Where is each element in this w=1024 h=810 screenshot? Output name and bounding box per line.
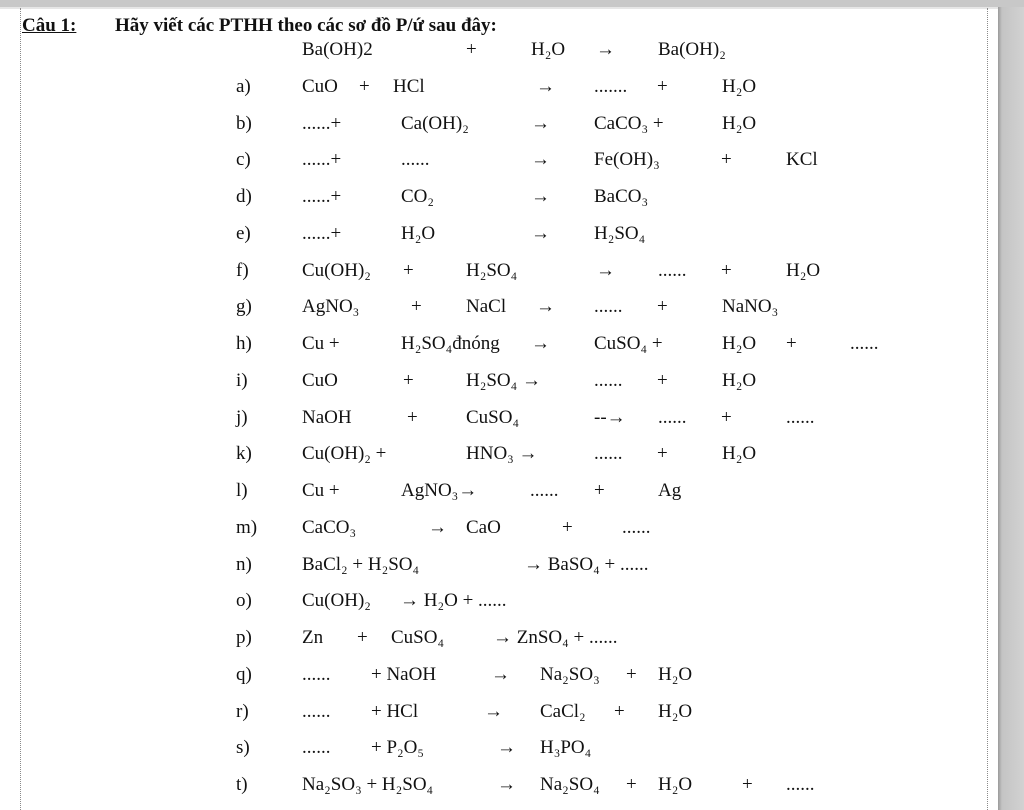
reaction-term: Na₂SO₃ + H₂SO₄ (302, 774, 434, 795)
reaction-term: ...... (622, 516, 651, 538)
reaction-term: H₂O (722, 75, 757, 97)
reaction-term: → (484, 700, 503, 722)
reaction-term: → (531, 222, 550, 244)
reaction-term: + HCl (371, 700, 419, 722)
reaction-term: ...... (302, 700, 331, 722)
reaction-label: p) (236, 627, 252, 648)
reaction-label: r) (236, 700, 249, 722)
reaction-term: Ag (658, 480, 682, 501)
reaction-term: + (359, 75, 370, 97)
reaction-term: + (594, 480, 605, 501)
reaction-term: CO₂ (401, 186, 435, 207)
reaction-term: NaCl (466, 296, 507, 318)
reaction-row (0, 223, 998, 259)
reaction-term: → (536, 296, 555, 318)
reaction-term: HNO₃ → (466, 443, 538, 465)
reaction-term: → H₂O + ...... (400, 590, 507, 612)
reaction-term: ...... (530, 480, 559, 501)
reaction-term: NaNO₃ (722, 296, 779, 318)
page-shadow (998, 0, 1024, 810)
reaction-term: ...... (594, 443, 623, 465)
reaction-term: → (531, 333, 550, 354)
reaction-term: Na₂SO₃ (540, 663, 600, 685)
reaction-label: h) (236, 333, 252, 354)
reaction-term: + (357, 627, 368, 648)
reaction-label: t) (236, 774, 248, 795)
reaction-term: Na₂SO₄ (540, 774, 600, 795)
reaction-label: a) (236, 75, 251, 97)
reaction-term: CaCl₂ (540, 700, 586, 722)
reaction-row (0, 296, 998, 332)
question-number: Câu 1: (22, 15, 77, 36)
reaction-term: + (466, 39, 477, 60)
reaction-row (0, 370, 998, 406)
reaction-row (0, 149, 998, 185)
reaction-row (0, 113, 998, 149)
reaction-term: BaCl₂ + H₂SO₄ (302, 553, 420, 575)
reaction-term: + (721, 149, 732, 171)
reaction-term: CuO (302, 369, 338, 391)
reaction-label: i) (236, 369, 248, 391)
reaction-label: b) (236, 112, 252, 134)
reaction-row (0, 627, 998, 663)
reaction-term: H₂SO₄ → (466, 369, 542, 391)
reaction-term: ...... (658, 259, 687, 281)
reaction-label: k) (236, 443, 252, 465)
reaction-term: H₂SO₄ (594, 222, 646, 244)
reaction-label: s) (236, 737, 250, 759)
reaction-term: + (411, 296, 422, 318)
reaction-term: CaCO₃ + (594, 112, 664, 134)
reaction-row (0, 333, 998, 369)
reaction-term: ......+ (302, 112, 342, 134)
reaction-term: H₂O (722, 112, 757, 134)
reaction-term: → BaSO₄ + ...... (524, 553, 649, 575)
reaction-term: ...... (850, 333, 879, 354)
reaction-term: + (786, 333, 797, 354)
reaction-term: Cu(OH)₂ + (302, 443, 387, 465)
reaction-term: ....... (594, 75, 628, 97)
reaction-term: BaCO₃ (594, 186, 649, 207)
reaction-label: l) (236, 480, 248, 501)
reaction-label: f) (236, 259, 249, 281)
reaction-term: Ca(OH)₂ (401, 112, 469, 134)
reaction-label: c) (236, 149, 251, 171)
reaction-term: ......+ (302, 222, 342, 244)
reaction-term: + NaOH (371, 663, 437, 685)
reaction-row (0, 76, 998, 112)
reaction-term: Cu + (302, 333, 340, 354)
reaction-term: H₂O (658, 700, 693, 722)
reaction-term: Ba(OH)2 (302, 39, 373, 60)
reaction-term: ......+ (302, 186, 342, 207)
reaction-label: j) (236, 406, 248, 428)
reaction-term: Cu(OH)₂ (302, 590, 371, 612)
reaction-term: + (626, 774, 637, 795)
reaction-term: H₂O (531, 39, 566, 60)
top-ruler-edge (0, 0, 1024, 7)
reaction-term: CuSO₄ (391, 627, 445, 648)
reaction-term: → (536, 75, 555, 97)
reaction-term: ......+ (302, 149, 342, 171)
reaction-term: + (742, 774, 753, 795)
reaction-term: → (596, 39, 615, 60)
reaction-term: CuSO₄ + (594, 333, 663, 354)
reaction-term: → (531, 112, 550, 134)
reaction-term: ...... (401, 149, 430, 171)
reaction-term: H₂O (401, 222, 436, 244)
reaction-term: ...... (594, 369, 623, 391)
reaction-term: H₂O (658, 663, 693, 685)
reaction-term: → (491, 663, 510, 685)
reaction-term: CaO (466, 516, 501, 538)
reaction-term: H₃PO₄ (540, 737, 592, 759)
reaction-label: q) (236, 663, 252, 685)
reaction-term: H₂O (722, 333, 757, 354)
reaction-row (0, 664, 998, 700)
reaction-label: g) (236, 296, 252, 318)
reaction-term: KCl (786, 149, 818, 171)
reaction-row (0, 590, 998, 626)
reaction-term: H₂SO₄ (466, 259, 518, 281)
reaction-term: + (403, 369, 414, 391)
reaction-term: --→ (594, 406, 626, 428)
reaction-term: + P₂O₅ (371, 737, 425, 759)
reaction-term: → (428, 516, 447, 538)
reaction-term: NaOH (302, 406, 352, 428)
reaction-term: → ZnSO₄ + ...... (493, 627, 618, 648)
reaction-term: CuSO₄ (466, 406, 520, 428)
reaction-label: d) (236, 186, 252, 207)
reaction-term: ...... (786, 406, 815, 428)
reaction-term: H₂O (722, 443, 757, 465)
reaction-term: AgNO₃→ (401, 480, 478, 501)
reaction-label: e) (236, 222, 251, 244)
reaction-term: ...... (302, 737, 331, 759)
reaction-term: ...... (786, 774, 815, 795)
reaction-term: + (626, 663, 637, 685)
reaction-term: Zn (302, 627, 324, 648)
reaction-term: + (407, 406, 418, 428)
reaction-term: + (403, 259, 414, 281)
reaction-term: Cu(OH)₂ (302, 259, 371, 281)
top-edge-shadow (0, 7, 998, 9)
reaction-term: → (497, 774, 516, 795)
reaction-term: H₂O (658, 774, 693, 795)
reaction-term: + (657, 443, 668, 465)
reaction-term: H₂O (722, 369, 757, 391)
reaction-term: + (657, 369, 668, 391)
reaction-term: + (657, 296, 668, 318)
reaction-term: → (531, 186, 550, 207)
reaction-term: + (562, 516, 573, 538)
reaction-row (0, 186, 998, 222)
reaction-term: HCl (393, 75, 425, 97)
reaction-term: Fe(OH)₃ (594, 149, 660, 171)
reaction-term: + (721, 259, 732, 281)
reaction-term: ...... (594, 296, 623, 318)
reaction-term: H₂O (786, 259, 821, 281)
reaction-term: → (596, 259, 615, 281)
reaction-term: → (497, 737, 516, 759)
reaction-label: m) (236, 516, 258, 538)
reaction-label: o) (236, 590, 252, 612)
reaction-term: Ba(OH)₂ (658, 39, 726, 60)
reaction-label: n) (236, 553, 252, 575)
reaction-row (0, 39, 998, 75)
reaction-row (0, 443, 998, 479)
reaction-term: AgNO₃ (302, 296, 360, 318)
reaction-term: Cu + (302, 480, 340, 501)
reaction-row (0, 737, 998, 773)
reaction-row (0, 517, 998, 553)
reaction-term: → (531, 149, 550, 171)
question-prompt: Hãy viết các PTHH theo các sơ đồ P/ứ sau đây: (115, 15, 497, 36)
reaction-term: + (657, 75, 668, 97)
reaction-term: CuO (302, 75, 338, 97)
reaction-term: + (614, 700, 625, 722)
reaction-term: CaCO₃ (302, 516, 357, 538)
reaction-term: + (721, 406, 732, 428)
reaction-term: ...... (658, 406, 687, 428)
reaction-row (0, 407, 998, 443)
reaction-row (0, 701, 998, 737)
reaction-term: H₂SO₄đnóng (401, 333, 500, 354)
reaction-row (0, 260, 998, 296)
reaction-row (0, 774, 998, 810)
reaction-term: ...... (302, 663, 331, 685)
reaction-row (0, 480, 998, 516)
reaction-row (0, 554, 998, 590)
